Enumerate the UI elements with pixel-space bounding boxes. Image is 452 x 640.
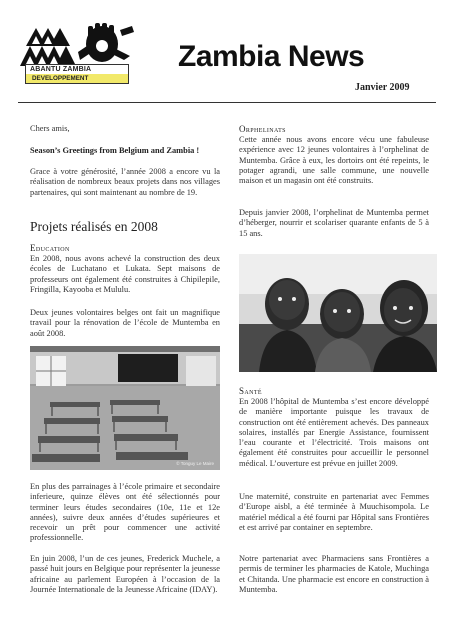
education-paragraph-1: En 2008, nous avons achevé la construction des deux écoles de Luchatano et Lukata. Sept maisons de professeurs ont également été construites à Chipilepile, Fringilla, Kayooba et Mululu.	[30, 254, 220, 294]
education-paragraph-2: Deux jeunes volontaires belges ont fait un magnifique travail pour la rénovation de l’école de Muntemba en août 2008.	[30, 308, 220, 338]
intro-paragraph: Grace à votre générosité, l’année 2008 a encore vu la réalisation de nombreux beaux projets dans nos villages partenaires, qui sont maintenant au nombre de 19.	[30, 167, 220, 197]
issue-date: Janvier 2009	[355, 82, 410, 93]
children-photo-credit: © Auteur: Yao Jun Bergh	[381, 258, 431, 263]
newsletter-title: Zambia News	[178, 40, 365, 73]
seasons-greetings: Season’s Greetings from Belgium and Zambia !	[30, 146, 200, 155]
logo-top-text: ABANTU ZAMBIA	[30, 66, 92, 73]
education-heading: Education	[30, 243, 70, 253]
sante-paragraph-2: Une maternité, construite en partenariat avec Femmes d’Europe aisbl, a été terminée à Muuchisompola. Le matériel médical a été fourni par Hôpital sans Frontières et est arrivé par container en septembre.	[239, 492, 429, 532]
projects-heading: Projets réalisés en 2008	[30, 219, 158, 234]
orphelinats-paragraph-2: Depuis janvier 2008, l’orphelinat de Muntemba permet d’héberger, nourrir et scolariser quarante enfants de 5 à 15 ans.	[239, 208, 429, 238]
logo-banner	[25, 64, 129, 84]
orphelinats-heading: Orphelinats	[239, 124, 286, 134]
sante-paragraph-3: Notre partenariat avec Pharmaciens sans Frontières a permis de terminer les pharmacies de Katole, Muchinga et Chitanda. Une pharmacie est encore en construction à Muntemba.	[239, 554, 429, 594]
frederick-paragraph: En juin 2008, l’un de ces jeunes, Frederick Muchele, a passé huit jours en Belgique pour représenter la jeunesse africaine au parlement Européen à l’occasion de la Journée Internationale de la Jeunesse Africaine (IDAY).	[30, 554, 220, 594]
sante-paragraph-1: En 2008 l’hôpital de Muntemba s’est encore développé de manière importante puisque les travaux de construction ont été entièrement achevés. Des panneaux solaires, installés par Energie Assistance, fournissent l’eau courante et l’électricité. Trois maisons ont également été construites pour accueillir le personnel médical. L’ouverture est prévue en juillet 2009.	[239, 397, 429, 468]
orphelinats-paragraph-1: Cette année nous avons encore vécu une fabuleuse expérience avec 12 jeunes volontaires à l’orphelinat de Muntemba. Grâce à eux, les dortoirs ont été repeints, le potager agrandi, une salle commune, une nouvelle maison et un magasin ont été construits.	[239, 135, 429, 186]
parrainages-paragraph: En plus des parrainages à l’école primaire et secondaire inferieure, quinze élèves ont été sélectionnés pour terminer leurs études secondaires (10e, 11e et 12e années), suivre deux années d’études supérieures et recevoir un prêt pour commencer une activité professionnelle.	[30, 482, 220, 543]
sante-heading: Santé	[239, 386, 263, 396]
classroom-photo	[30, 346, 220, 470]
children-photo	[239, 254, 437, 372]
logo-bottom-text: DEVELOPPEMENT	[26, 74, 128, 83]
classroom-photo-credit: © Tonguy Le Maire	[176, 461, 214, 466]
header-divider	[18, 102, 436, 103]
greeting: Chers amis,	[30, 124, 70, 133]
